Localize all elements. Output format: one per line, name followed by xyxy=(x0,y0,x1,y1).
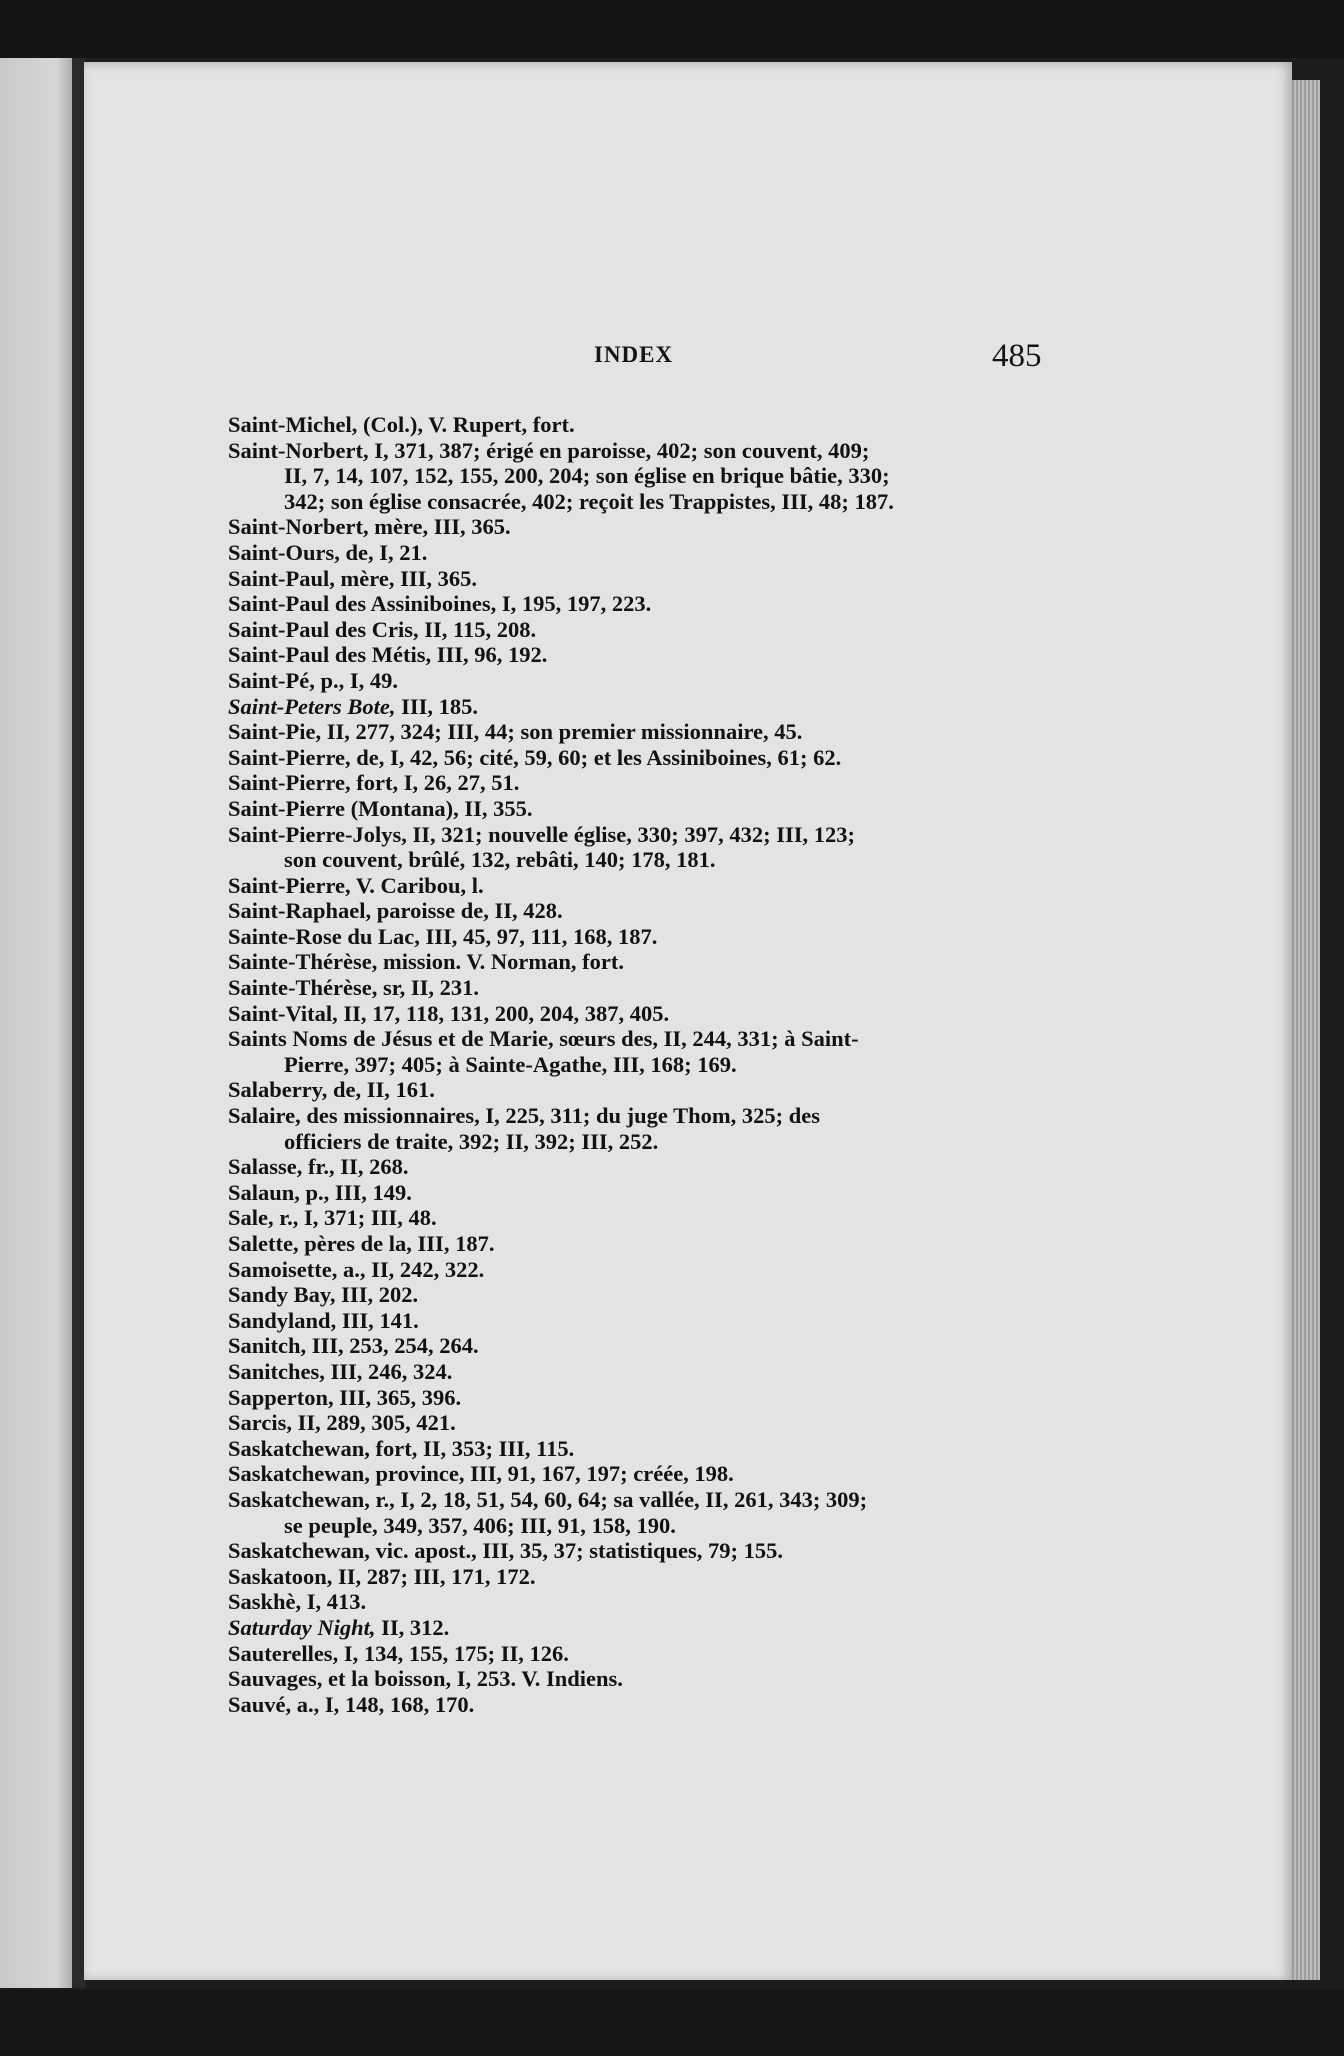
entry-text: Sainte-Thérèse, mission. V. Norman, fort. xyxy=(228,949,625,975)
index-entry xyxy=(228,412,1128,438)
entry-text: Salette, pères de la, III, 187. xyxy=(228,1231,495,1256)
index-entry xyxy=(228,1282,1128,1308)
entry-text: Sauvages, et la boisson, I, 253. V. Indiens. xyxy=(228,1666,623,1692)
entry-text: Saint-Norbert, I, 371, 387; érigé en paroisse, 402; son couvent, 409; II, 7, 14, 107, 152, 155, 200, 204; son église en brique bâtie, 330; 342; son église consacrée, 402; reçoit les Trappistes, III, 48; 187. xyxy=(228,437,894,514)
index-entry xyxy=(228,668,1128,694)
entry-text: Samoisette, a., II, 242, 322. xyxy=(228,1256,485,1282)
entry-text: Saint-Paul des Métis, III, 96, 192. xyxy=(228,642,548,668)
index-entry xyxy=(228,1333,1128,1359)
index-entry xyxy=(228,1257,1128,1283)
entry-text: Saskatoon, II, 287; III, 171, 172. xyxy=(228,1563,536,1589)
entry-text: Saints Noms de Jésus et de Marie, sœurs des, II, 244, 331; à Saint- Pierre, 397; 405; à Sainte-Agathe, III, 168; 169. xyxy=(228,1026,859,1077)
index-entry xyxy=(228,1180,1128,1206)
index-entry xyxy=(228,1410,1128,1436)
entry-text: Saint-Pé, p., I, 49. xyxy=(228,667,399,693)
entry-text: III, 185. xyxy=(395,693,479,719)
entry-text: Salaire, des missionnaires, I, 225, 311; du juge Thom, 325; des officiers de traite, 392; II, 392; III, 252. xyxy=(228,1103,820,1154)
index-entry xyxy=(228,617,1128,643)
index-entry xyxy=(228,1077,1128,1103)
entry-text: Saint-Vital, II, 17, 118, 131, 200, 204, 387, 405. xyxy=(228,1000,670,1026)
index-entry xyxy=(228,566,1128,592)
entry-text: Saint-Ours, de, I, 21. xyxy=(228,539,428,565)
entry-italic-title: Saint-Peters Bote, xyxy=(228,693,396,719)
index-entry xyxy=(228,822,1128,873)
index-entry xyxy=(228,745,1128,771)
index-entry xyxy=(228,1538,1128,1564)
index-entry xyxy=(228,924,1128,950)
entry-text: Saint-Raphael, paroisse de, II, 428. xyxy=(228,898,563,924)
scan-background-top xyxy=(0,0,1344,58)
index-entry xyxy=(228,1308,1128,1334)
entry-text: Saint-Paul des Cris, II, 115, 208. xyxy=(228,616,537,642)
index-entry xyxy=(228,949,1128,975)
entry-text: Saint-Paul, mère, III, 365. xyxy=(228,565,477,591)
index-entry xyxy=(228,694,1128,720)
index-entry xyxy=(228,438,1128,515)
index-entry xyxy=(228,1564,1128,1590)
entry-text: Saskatchewan, fort, II, 353; III, 115. xyxy=(228,1435,575,1461)
entry-text: Sale, r., I, 371; III, 48. xyxy=(228,1205,437,1231)
entry-text: Saint-Pierre-Jolys, II, 321; nouvelle église, 330; 397, 432; III, 123; son couvent, brûlé, 132, rebâti, 140; 178, 181. xyxy=(228,821,856,873)
index-entry xyxy=(228,1461,1128,1487)
entry-italic-title: Saturday Night, xyxy=(228,1614,376,1640)
entry-text: Sainte-Thérèse, sr, II, 231. xyxy=(228,975,480,1001)
entry-text: Sandyland, III, 141. xyxy=(228,1307,419,1333)
index-entry xyxy=(228,540,1128,566)
index-entry xyxy=(228,1436,1128,1462)
entry-text: Sandy Bay, III, 202. xyxy=(228,1282,419,1308)
index-entry xyxy=(228,1487,1128,1538)
index-entry xyxy=(228,1026,1128,1077)
facing-page-edge xyxy=(0,58,80,1988)
entry-text: Salaun, p., III, 149. xyxy=(228,1179,412,1205)
page-number: 485 xyxy=(992,338,1042,374)
running-head: INDEX xyxy=(594,342,674,367)
index-entry xyxy=(228,1231,1128,1257)
index-entry xyxy=(228,1385,1128,1411)
index-entry xyxy=(228,770,1128,796)
index-entry xyxy=(228,1001,1128,1027)
index-entry xyxy=(228,1589,1128,1615)
entry-text: Saskhè, I, 413. xyxy=(228,1589,367,1615)
page-header xyxy=(84,324,1292,384)
index-entry xyxy=(228,1666,1128,1692)
page-stack-edge xyxy=(1290,80,1320,1980)
entry-text: Sainte-Rose du Lac, III, 45, 97, 111, 168, 187. xyxy=(228,923,658,949)
index-entry xyxy=(228,1205,1128,1231)
entry-text: Saint-Pierre, fort, I, 26, 27, 51. xyxy=(228,770,520,796)
entry-text: Saint-Michel, (Col.), V. Rupert, fort. xyxy=(228,412,575,437)
index-entry xyxy=(228,1359,1128,1385)
index-entry xyxy=(228,1615,1128,1641)
entry-text: Salaberry, de, II, 161. xyxy=(228,1077,435,1103)
index-entry xyxy=(228,642,1128,668)
entry-text: Saint-Pierre, de, I, 42, 56; cité, 59, 60; et les Assiniboines, 61; 62. xyxy=(228,744,842,770)
entry-text: Sapperton, III, 365, 396. xyxy=(228,1384,462,1410)
index-entry xyxy=(228,898,1128,924)
entry-text: Sarcis, II, 289, 305, 421. xyxy=(228,1410,456,1436)
entry-text: Sauvé, a., I, 148, 168, 170. xyxy=(228,1691,475,1717)
index-entry xyxy=(228,1641,1128,1667)
entry-text: Saint-Pierre, V. Caribou, l. xyxy=(228,872,484,898)
entry-text: Sanitch, III, 253, 254, 264. xyxy=(228,1333,479,1359)
index-entry xyxy=(228,873,1128,899)
entry-text: Saskatchewan, province, III, 91, 167, 197; créée, 198. xyxy=(228,1461,734,1487)
entry-text: Saint-Pierre (Montana), II, 355. xyxy=(228,795,533,821)
entry-text: Saskatchewan, r., I, 2, 18, 51, 54, 60, 64; sa vallée, II, 261, 343; 309; se peuple, 349, 357, 406; III, 91, 158, 190. xyxy=(228,1486,868,1538)
entry-text: II, 312. xyxy=(375,1614,450,1640)
entry-text: Sauterelles, I, 134, 155, 175; II, 126. xyxy=(228,1640,569,1666)
index-entry xyxy=(228,975,1128,1001)
entry-text: Saint-Paul des Assiniboines, I, 195, 197, 223. xyxy=(228,591,652,617)
index-entry xyxy=(228,1154,1128,1180)
book-page xyxy=(84,62,1292,1980)
index-entries xyxy=(228,412,1128,1717)
index-entry xyxy=(228,591,1128,617)
entry-text: Saint-Pie, II, 277, 324; III, 44; son premier missionnaire, 45. xyxy=(228,719,803,745)
entry-text: Salasse, fr., II, 268. xyxy=(228,1154,409,1180)
index-entry xyxy=(228,1692,1128,1718)
index-entry xyxy=(228,514,1128,540)
entry-text: Saskatchewan, vic. apost., III, 35, 37; statistiques, 79; 155. xyxy=(228,1538,784,1564)
entry-text: Saint-Norbert, mère, III, 365. xyxy=(228,514,511,540)
index-entry xyxy=(228,1103,1128,1154)
index-entry xyxy=(228,719,1128,745)
index-entry xyxy=(228,796,1128,822)
scan-background-bottom xyxy=(0,1990,1344,2056)
entry-text: Sanitches, III, 246, 324. xyxy=(228,1358,453,1384)
